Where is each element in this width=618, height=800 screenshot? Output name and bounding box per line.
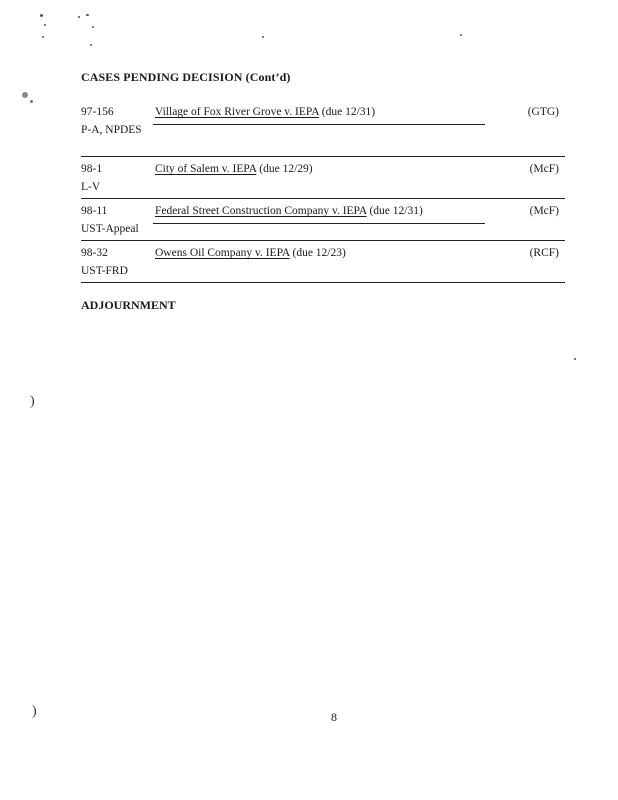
page-number: 8 <box>331 710 337 724</box>
case-due-date: (due 12/23) <box>292 247 346 259</box>
title-rule <box>153 124 485 125</box>
case-initials: (McF) <box>529 205 559 217</box>
case-type: UST-Appeal <box>81 223 139 235</box>
case-name: Village of Fox River Grove v. IEPA <box>155 106 319 118</box>
case-title <box>155 247 346 259</box>
case-title <box>155 106 375 118</box>
case-due-date: (due 12/31) <box>369 205 423 217</box>
divider-rule <box>81 198 565 199</box>
case-type: L-V <box>81 181 101 193</box>
case-initials: (RCF) <box>529 247 559 259</box>
case-number: 98-1 <box>81 163 103 175</box>
case-number: 98-11 <box>81 205 108 217</box>
divider-rule <box>81 156 565 157</box>
case-due-date: (due 12/29) <box>259 163 313 175</box>
section-heading: CASES PENDING DECISION (Cont’d) <box>81 70 291 84</box>
divider-rule <box>81 282 565 283</box>
case-name: Owens Oil Company v. IEPA <box>155 247 290 259</box>
adjournment-heading: ADJOURNMENT <box>81 298 176 312</box>
case-type: UST-FRD <box>81 265 128 277</box>
case-due-date: (due 12/31) <box>321 106 376 118</box>
case-initials: (McF) <box>529 163 559 175</box>
case-title <box>155 163 313 175</box>
case-initials: (GTG) <box>527 106 559 118</box>
document-page: ) ) CASES PENDING DECISION (Cont’d) 97-156 P-A, NPDES Village of Fox River Grove v. IEPA (due 12/31) (GTG) 98-1 L-V City of Salem v. IEPA (due 12/29) (McF) 98-11 UST-Appeal Federal Street Construction Company v. IEPA (due 12/31) (McF) 98-32 UST-FRD Owens Oil Company v. IEPA (due 12/23) (RCF) ADJOURNMENT 8 <box>0 0 618 800</box>
divider-rule <box>81 240 565 241</box>
case-name: City of Salem v. IEPA <box>155 163 257 175</box>
case-number: 98-32 <box>81 247 108 259</box>
case-number: 97-156 <box>81 106 114 118</box>
case-name: Federal Street Construction Company v. IEPA <box>155 205 367 217</box>
title-rule <box>153 223 485 224</box>
case-type: P-A, NPDES <box>81 124 142 136</box>
case-title <box>155 205 423 217</box>
